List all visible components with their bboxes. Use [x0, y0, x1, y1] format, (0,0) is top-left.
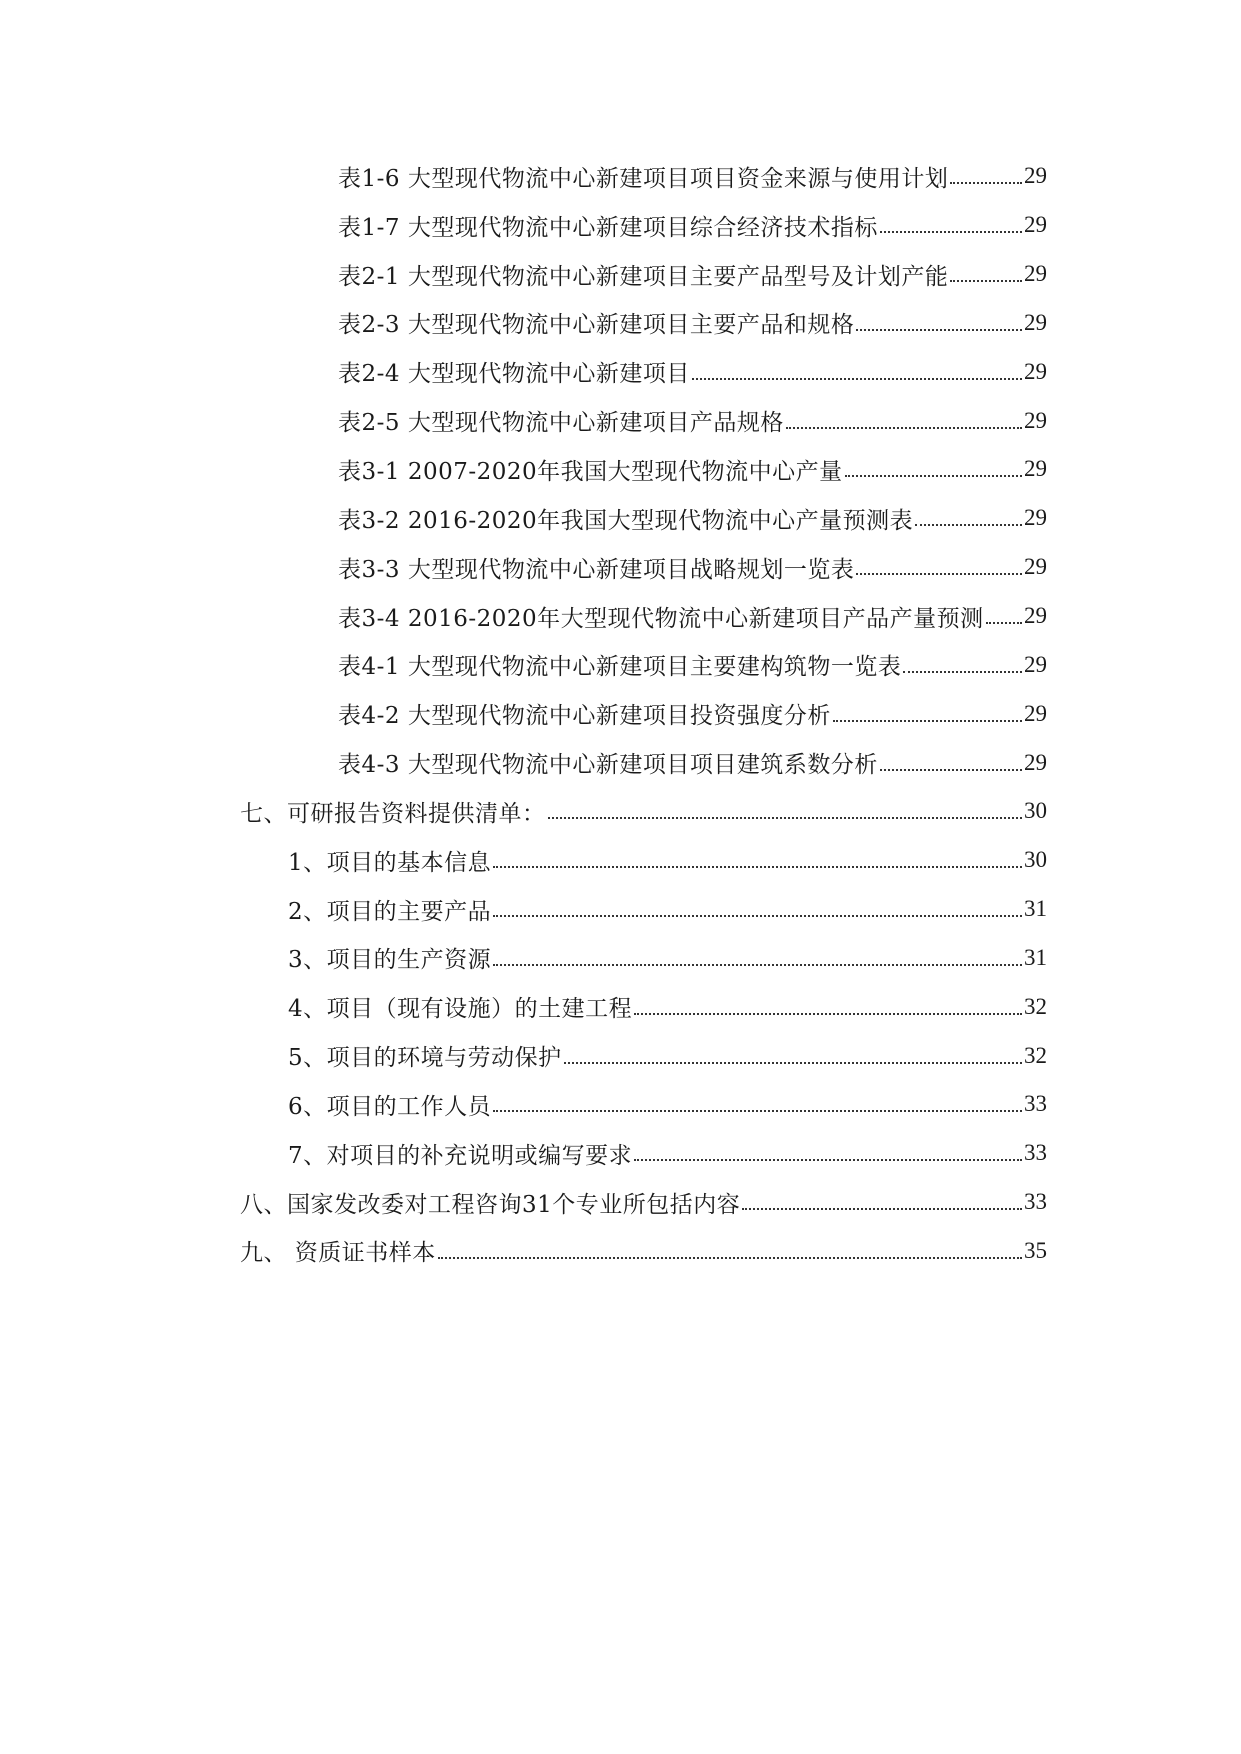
- toc-entry[interactable]: [0, 299, 1241, 348]
- toc-entry[interactable]: [0, 543, 1241, 592]
- toc-page-number: 32: [1024, 1042, 1047, 1068]
- toc-dot-leader: [692, 378, 1022, 380]
- toc-page-number: 29: [1024, 749, 1047, 775]
- toc-entry-title: 7、对项目的补充说明或编写要求: [288, 1142, 633, 1169]
- toc-page-number: 29: [1024, 700, 1047, 726]
- toc-entry-title: 表4-3 大型现代物流中心新建项目项目建筑系数分析: [338, 752, 878, 779]
- toc-entry[interactable]: [0, 1178, 1241, 1227]
- toc-entry[interactable]: [0, 689, 1241, 738]
- toc-entry-title: 3、项目的生产资源: [288, 947, 492, 974]
- toc-entry[interactable]: [0, 1080, 1241, 1129]
- toc-entry-title: 表3-1 2007-2020年我国大型现代物流中心产量: [338, 458, 843, 485]
- toc-page-number: 32: [1024, 993, 1047, 1019]
- toc-page-number: 29: [1024, 358, 1047, 384]
- toc-page-number: 29: [1024, 163, 1047, 189]
- toc-dot-leader: [986, 622, 1022, 624]
- toc-dot-leader: [634, 1013, 1022, 1015]
- toc-entry-title: 七、可研报告资料提供清单：: [240, 800, 546, 827]
- toc-page-number: 29: [1024, 261, 1047, 287]
- toc-entry[interactable]: [0, 738, 1241, 787]
- toc-page-number: 29: [1024, 554, 1047, 580]
- toc-dot-leader: [915, 524, 1022, 526]
- toc-page-number: 31: [1024, 896, 1047, 922]
- toc-dot-leader: [634, 1159, 1022, 1161]
- toc-dot-leader: [856, 329, 1022, 331]
- toc-dot-leader: [833, 720, 1022, 722]
- toc-entry-title: 4、项目（现有设施）的土建工程: [288, 996, 633, 1023]
- toc-entry[interactable]: [0, 201, 1241, 250]
- toc-entry[interactable]: [0, 250, 1241, 299]
- toc-dot-leader: [493, 866, 1022, 868]
- toc-entry[interactable]: [0, 1227, 1241, 1276]
- toc-entry[interactable]: [0, 982, 1241, 1031]
- toc-page-number: 29: [1024, 407, 1047, 433]
- toc-entry[interactable]: [0, 152, 1241, 201]
- toc-page-number: 29: [1024, 212, 1047, 238]
- toc-entry-title: 表1-6 大型现代物流中心新建项目项目资金来源与使用计划: [338, 165, 949, 192]
- toc-page-number: 29: [1024, 651, 1047, 677]
- toc-dot-leader: [438, 1257, 1022, 1259]
- toc-dot-leader: [845, 475, 1022, 477]
- toc-dot-leader: [880, 769, 1022, 771]
- toc-entry[interactable]: [0, 885, 1241, 934]
- toc-entry[interactable]: [0, 445, 1241, 494]
- toc-page-number: 29: [1024, 603, 1047, 629]
- toc-dot-leader: [950, 280, 1022, 282]
- toc-entry[interactable]: [0, 396, 1241, 445]
- toc-entry-title: 表2-3 大型现代物流中心新建项目主要产品和规格: [338, 312, 855, 339]
- toc-dot-leader: [880, 231, 1022, 233]
- toc-dot-leader: [493, 1110, 1022, 1112]
- toc-entry-title: 表2-1 大型现代物流中心新建项目主要产品型号及计划产能: [338, 263, 949, 290]
- toc-entry[interactable]: [0, 592, 1241, 641]
- toc-page-number: 33: [1024, 1189, 1047, 1215]
- toc-entry-title: 九、 资质证书样本: [240, 1240, 436, 1267]
- toc-entry[interactable]: [0, 1129, 1241, 1178]
- toc-dot-leader: [493, 915, 1022, 917]
- toc-entry[interactable]: [0, 1031, 1241, 1080]
- toc-page-number: 33: [1024, 1140, 1047, 1166]
- toc-entry-title: 表4-1 大型现代物流中心新建项目主要建构筑物一览表: [338, 654, 902, 681]
- toc-entry[interactable]: [0, 934, 1241, 983]
- toc-entry[interactable]: [0, 347, 1241, 396]
- toc-entry[interactable]: [0, 640, 1241, 689]
- toc-page-number: 30: [1024, 847, 1047, 873]
- toc-entry-title: 表3-3 大型现代物流中心新建项目战略规划一览表: [338, 556, 855, 583]
- toc-page-number: 29: [1024, 309, 1047, 335]
- toc-dot-leader: [493, 964, 1022, 966]
- toc-dot-leader: [548, 817, 1023, 819]
- toc-entry-title: 表2-4 大型现代物流中心新建项目: [338, 361, 690, 388]
- table-of-contents: [0, 152, 1241, 1275]
- toc-entry-title: 八、国家发改委对工程咨询31个专业所包括内容: [240, 1191, 741, 1218]
- toc-dot-leader: [903, 671, 1022, 673]
- toc-entry[interactable]: [0, 836, 1241, 885]
- toc-page-number: 33: [1024, 1091, 1047, 1117]
- toc-dot-leader: [742, 1208, 1022, 1210]
- toc-page-number: 29: [1024, 456, 1047, 482]
- toc-dot-leader: [786, 427, 1022, 429]
- toc-dot-leader: [856, 573, 1022, 575]
- toc-entry-title: 表1-7 大型现代物流中心新建项目综合经济技术指标: [338, 214, 878, 241]
- toc-entry-title: 表2-5 大型现代物流中心新建项目产品规格: [338, 410, 784, 437]
- toc-entry-title: 表4-2 大型现代物流中心新建项目投资强度分析: [338, 703, 831, 730]
- toc-page-number: 30: [1024, 798, 1047, 824]
- toc-entry-title: 表3-4 2016-2020年大型现代物流中心新建项目产品产量预测: [338, 605, 984, 632]
- toc-page-number: 31: [1024, 944, 1047, 970]
- toc-dot-leader: [564, 1062, 1022, 1064]
- toc-entry[interactable]: [0, 787, 1241, 836]
- toc-entry-title: 表3-2 2016-2020年我国大型现代物流中心产量预测表: [338, 507, 914, 534]
- toc-dot-leader: [950, 182, 1022, 184]
- toc-entry-title: 5、项目的环境与劳动保护: [288, 1045, 562, 1072]
- toc-entry[interactable]: [0, 494, 1241, 543]
- toc-entry-title: 1、项目的基本信息: [288, 849, 492, 876]
- toc-entry-title: 6、项目的工作人员: [288, 1093, 492, 1120]
- toc-entry-title: 2、项目的主要产品: [288, 898, 492, 925]
- toc-page-number: 35: [1024, 1237, 1047, 1263]
- toc-page-number: 29: [1024, 505, 1047, 531]
